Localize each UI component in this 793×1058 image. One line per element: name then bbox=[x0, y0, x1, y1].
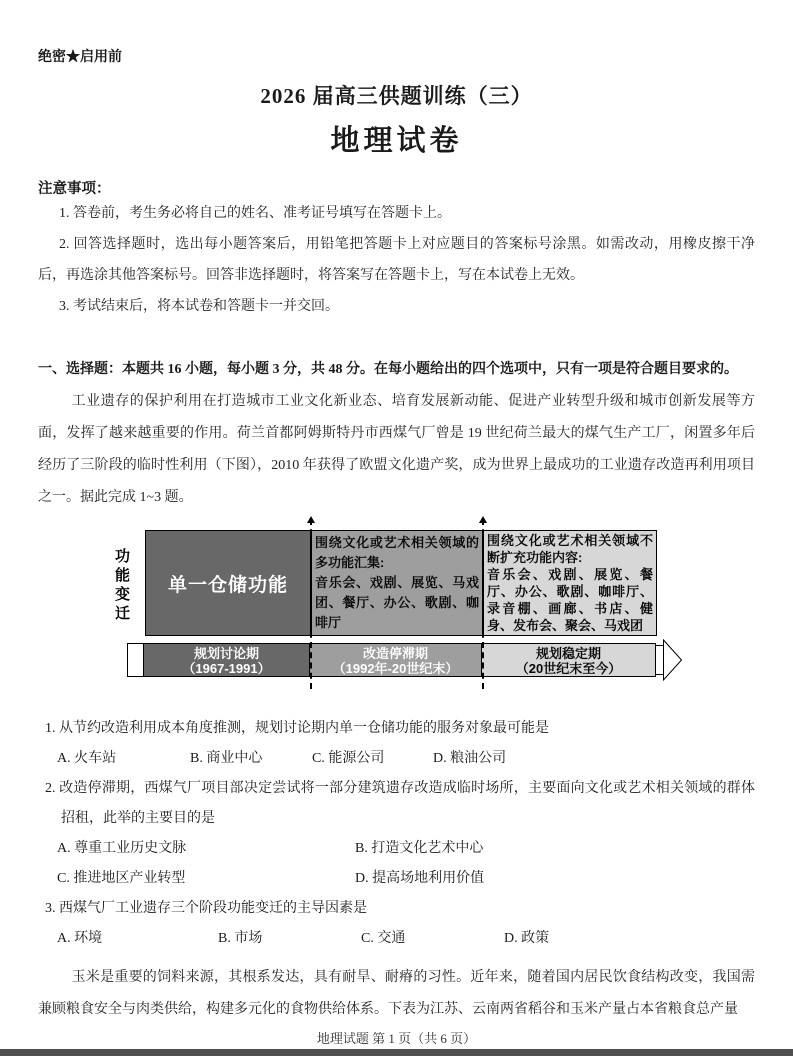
segment-1-years: （1967-1991） bbox=[182, 661, 271, 676]
function-change-diagram bbox=[38, 516, 755, 698]
question-1-number: 1. bbox=[45, 721, 56, 736]
option-1a: A. 火车站 bbox=[57, 751, 117, 766]
subject-title: 地理试卷 bbox=[330, 125, 463, 157]
passage-industrial-heritage: 工业遗存的保护利用在打造城市工业文化新业态、培育发展新动能、促进产业转型升级和城市创新发展等方面，发挥了越来越重要的作用。荷兰首都阿姆斯特丹市西煤气厂曾是 19 世纪荷兰最大的煤气生产工厂，闲置多年后经历了三阶段的临时性利用（下图），2010 年获得了欧盟文化遗产奖，成为世界上最成功的工业遗存改造再利用项目之一。据此完成 1~3 题。 bbox=[38, 394, 755, 505]
option-3d: D. 政策 bbox=[504, 931, 550, 946]
stage-box-single-storage: 单一仓储功能 bbox=[145, 530, 311, 636]
exam-title: 2026 届高三供题训练（三） bbox=[260, 84, 533, 108]
option-1d: D. 粮油公司 bbox=[433, 751, 507, 766]
question-3-body: 西煤气厂工业遗存三个阶段功能变迁的主导因素是 bbox=[59, 901, 367, 916]
option-3a: A. 环境 bbox=[57, 931, 103, 946]
question-2-body: 改造停滞期，西煤气厂项目部决定尝试将一部分建筑遗存改造成临时场所，主要面向文化或艺术相关领域的群体招租，此举的主要目的是 bbox=[59, 781, 756, 826]
option-3b: B. 市场 bbox=[218, 931, 263, 946]
option-2b: B. 打造文化艺术中心 bbox=[355, 841, 484, 856]
question-2-options bbox=[57, 834, 755, 894]
question-3-number: 3. bbox=[45, 901, 56, 916]
stage-box-expanding-function bbox=[483, 530, 657, 636]
passage-corn: 玉米是重要的饲料来源，其根系发达，具有耐旱、耐瘠的习性。近年来，随着国内居民饮食结构改变，我国需兼顾粮食安全与肉类供给，构建多元化的食物供给体系。下表为江苏、云南两省稻谷和玉米产量占本省粮食总产量 bbox=[38, 970, 755, 1017]
option-2d: D. 提高场地利用价值 bbox=[355, 871, 485, 886]
stage-2-list: 音乐会、戏剧、展览、马戏团、餐厅、办公、歌剧、咖啡厅 bbox=[315, 575, 479, 630]
question-1-options bbox=[57, 744, 755, 774]
timeline-arrow-icon bbox=[655, 638, 683, 682]
timeline-segment-stable bbox=[482, 643, 656, 677]
stage-2-header: 围绕文化或艺术相关领域的多功能汇集: bbox=[315, 535, 479, 570]
notice-item-3: 3. 考试结束后，将本试卷和答题卡一并交回。 bbox=[59, 299, 339, 314]
option-1b: B. 商业中心 bbox=[190, 751, 263, 766]
segment-1-period: 规划讨论期 bbox=[193, 646, 259, 661]
questions-block bbox=[38, 714, 755, 954]
stage-3-header: 围绕文化或艺术相关领域不断扩充功能内容: bbox=[487, 533, 653, 565]
option-1c: C. 能源公司 bbox=[312, 751, 385, 766]
classification-label: 绝密★启用前 bbox=[38, 50, 122, 65]
up-arrow-icon bbox=[479, 516, 487, 523]
timeline-start-tab bbox=[127, 643, 144, 677]
question-1-text bbox=[45, 714, 755, 744]
diagram-timeline bbox=[127, 643, 683, 677]
question-2-text bbox=[45, 774, 756, 834]
timeline-segment-stagnation bbox=[310, 643, 482, 677]
section-header: 一、选择题：本题共 16 小题，每小题 3 分，共 48 分。在每小题给出的四个选项中，只有一项是符合题目要求的。 bbox=[38, 362, 738, 377]
question-3-options bbox=[57, 924, 755, 954]
question-2-number: 2. bbox=[45, 781, 56, 796]
question-3-text bbox=[45, 894, 755, 924]
question-1-body: 从节约改造利用成本角度推测，规划讨论期内单一仓储功能的服务对象最可能是 bbox=[59, 721, 549, 736]
page-footer: 地理试题 第 1 页（共 6 页） bbox=[316, 1031, 477, 1046]
timeline-segment-discussion bbox=[144, 643, 310, 677]
segment-3-years: （20世纪末至今） bbox=[515, 661, 622, 676]
stage-box-multi-function bbox=[311, 530, 483, 636]
notice-item-1: 1. 答卷前，考生务必将自己的姓名、准考证号填写在答题卡上。 bbox=[59, 206, 451, 221]
segment-2-years: （1992年-20世纪末） bbox=[332, 661, 459, 676]
segment-3-period: 规划稳定期 bbox=[535, 646, 601, 661]
notice-heading: 注意事项： bbox=[38, 181, 111, 197]
option-2a: A. 尊重工业历史文脉 bbox=[57, 841, 187, 856]
option-3c: C. 交通 bbox=[361, 931, 406, 946]
diagram-function-boxes bbox=[145, 530, 657, 636]
phase-divider-dashed-line-2 bbox=[482, 519, 484, 689]
bottom-edge-bar bbox=[0, 1049, 793, 1056]
diagram-axis-label: 功能变迁 bbox=[113, 548, 130, 624]
phase-divider-dashed-line-1 bbox=[310, 519, 312, 689]
stage-3-list: 音乐会、戏剧、展览、餐厅、办公、歌剧、咖啡厅、录音棚、画廊、书店、健身、发布会、聚会、马戏团 bbox=[487, 567, 653, 633]
segment-2-period: 改造停滞期 bbox=[362, 646, 428, 661]
option-2c: C. 推进地区产业转型 bbox=[57, 871, 186, 886]
up-arrow-icon bbox=[307, 516, 315, 523]
notice-item-2: 2. 回答选择题时，选出每小题答案后，用铅笔把答题卡上对应题目的答案标号涂黑。如需改动，用橡皮擦干净后，再选涂其他答案标号。回答非选择题时，将答案写在答题卡上，写在本试卷上无效。 bbox=[38, 237, 755, 283]
